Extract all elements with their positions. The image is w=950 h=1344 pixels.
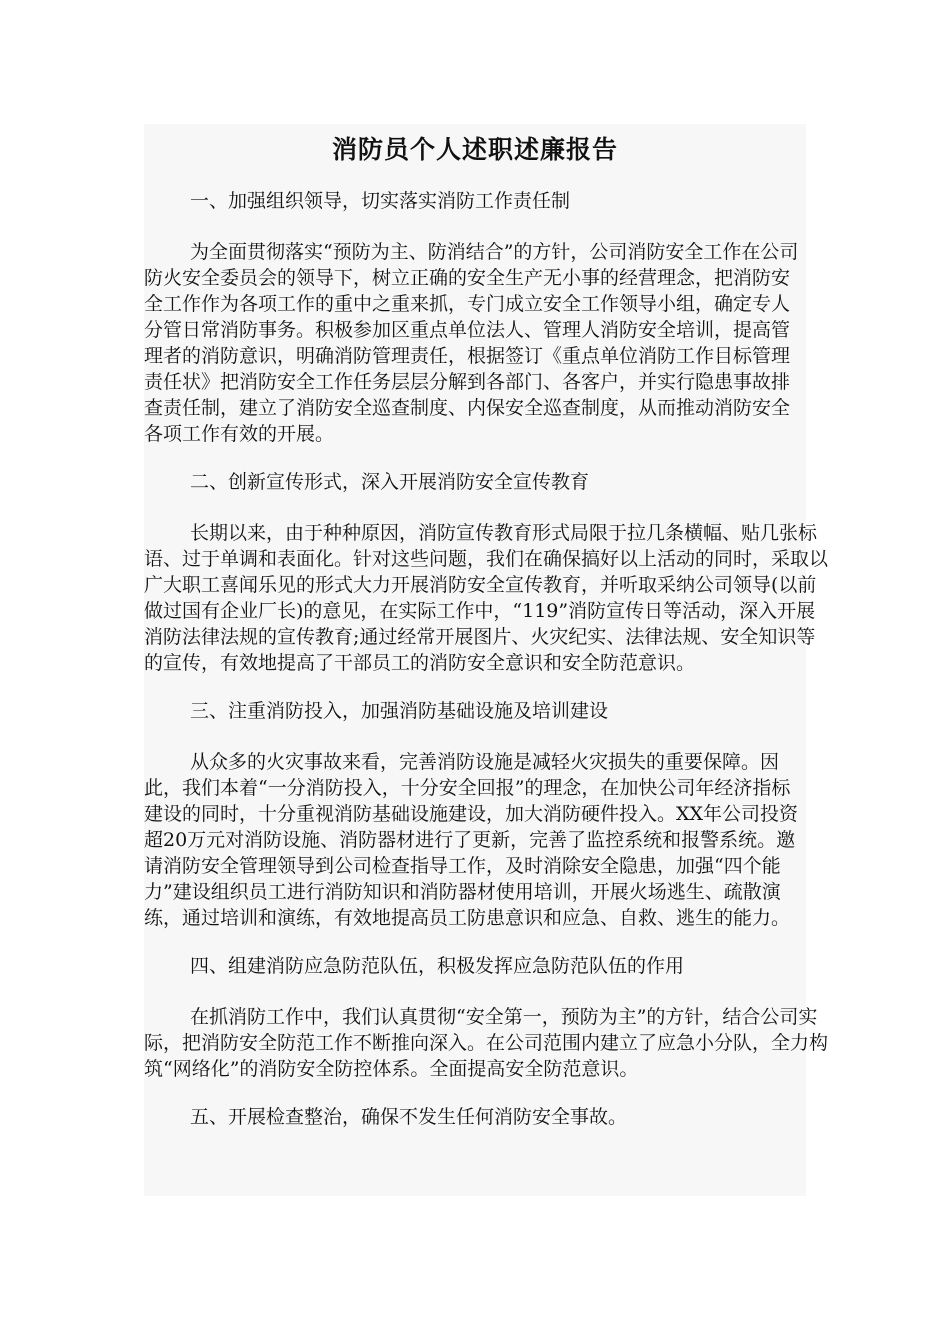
section-3-paragraph: 从众多的火灾事故来看，完善消防设施是减轻火灾损失的重要保障。因此，我们本着“一分消防投入，十分安全回报”的理念，在加快公司年经济指标建设的同时，十分重视消防基础设施建设，加大消防硬件投入。XX年公司投资超20万元对消防设施、消防器材进行了更新，完善了监控系统和报警系统。邀请消防安全管理领导到公司检查指导工作，及时消除安全隐患，加强“四个能力”建设组织员工进行消防知识和消防器材使用培训，开展火场逃生、疏散演练，通过培训和演练，有效地提高员工防患意识和应急、自救、逃生的能力。 xyxy=(144,751,799,929)
section-4-heading: 四、组建消防应急防范队伍，积极发挥应急防范队伍的作用 xyxy=(190,955,685,977)
section-2-heading: 二、创新宣传形式，深入开展消防安全宣传教育 xyxy=(190,471,590,493)
section-5-heading: 五、开展检查整治，确保不发生任何消防安全事故。 xyxy=(190,1106,628,1128)
section-4-paragraph: 在抓消防工作中，我们认真贯彻“安全第一，预防为主”的方针，结合公司实际，把消防安全防范工作不断推向深入。在公司范围内建立了应急小分队，全力构筑“网络化”的消防安全防控体系。全面提高安全防范意识。 xyxy=(144,1006,829,1080)
section-1-paragraph: 为全面贯彻落实“预防为主、防消结合”的方针，公司消防安全工作在公司防火安全委员会的领导下，树立正确的安全生产无小事的经营理念，把消防安全工作作为各项工作的重中之重来抓，专门成立安全工作领导小组，确定专人分管日常消防事务。积极参加区重点单位法人、管理人消防安全培训，提高管理者的消防意识，明确消防管理责任，根据签订《重点单位消防工作目标管理责任状》把消防安全工作任务层层分解到各部门、各客户，并实行隐患事故排查责任制，建立了消防安全巡查制度、内保安全巡查制度，从而推动消防安全各项工作有效的开展。 xyxy=(144,241,799,445)
section-1-heading: 一、加强组织领导，切实落实消防工作责任制 xyxy=(190,190,571,212)
section-3-heading: 三、注重消防投入，加强消防基础设施及培训建设 xyxy=(190,700,609,722)
document-title: 消防员个人述职述廉报告 xyxy=(331,135,618,164)
section-2-paragraph: 长期以来，由于种种原因，消防宣传教育形式局限于拉几条横幅、贴几张标语、过于单调和表面化。针对这些问题，我们在确保搞好以上活动的同时，采取以广大职工喜闻乐见的形式大力开展消防安全宣传教育，并听取采纳公司领导(以前做过国有企业厂长)的意见，在实际工作中，“119”消防宣传日等活动，深入开展消防法律法规的宣传教育;通过经常开展图片、火灾纪实、法律法规、安全知识等的宣传，有效地提高了干部员工的消防安全意识和安全防范意识。 xyxy=(144,522,829,674)
document-content xyxy=(144,124,830,1131)
